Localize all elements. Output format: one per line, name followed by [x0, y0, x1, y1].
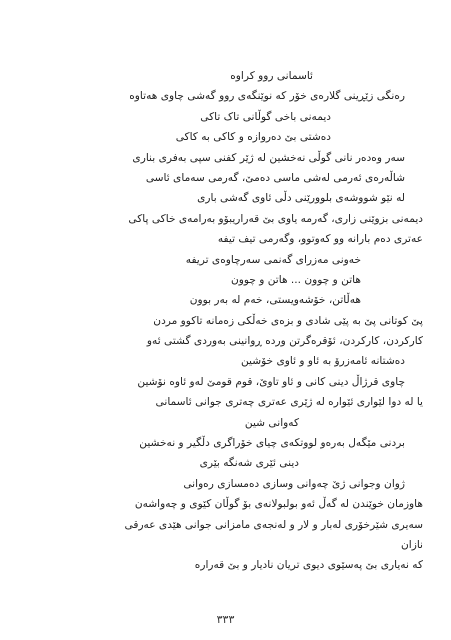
poem-line: دیمەنی بزوێنی زاری، گەرمە یاوی بێ قەراریبۆو بەرامەی خاکی پاکی [128, 212, 423, 225]
poem-line: دەشتانە ئامەزرۆ بە ئاو و ئاوی خۆشین [240, 355, 405, 368]
poem-line: دیمەنی باخی گوڵانی تاک تاکی [200, 110, 331, 123]
poem-line: نازان [400, 538, 423, 551]
poem-line: کە نەیاری بێ پەسێوی دیوی تریان نادیار و بێ قەرارە [194, 559, 423, 572]
poem-line: شاڵەرەی ئەرمی لەشی ماسی دەمێ، گەرمی سەمای ئاسی [145, 171, 405, 184]
page-number: ٣٣٣ [216, 613, 235, 626]
poem-line: ئاسمانی روو کراوە [230, 70, 313, 82]
poem-line: عەتری دەم بارانە وو کەوتوو، وگەرمی تیف تیفە [217, 233, 423, 246]
poem-line: رەنگی زێڕینی گلارەی خۆر کە نوێنگەی روو گەشی چاوی هەتاوە [129, 90, 405, 103]
poem-line: کارکردن، کارکردن، ئۆقرەگرتن وردە ڕوانینی بەوردی گشتی ئەو [146, 335, 423, 348]
poem-line: کەوانی شین [244, 416, 299, 429]
poem-line: سەیری شێرخۆری لەبار و لار و لەنجەی مامزانی جوانی هێدی عەرقی [124, 518, 423, 531]
poem-text-block [36, 66, 423, 576]
poem-line: هاتن و چوون ... هاتن و چوون [230, 273, 361, 286]
poem-line: هەڵاتن، خۆشەویستی، خەم لە بەر بوون [189, 294, 361, 307]
poem-line: بردنی مێگەل بەرەو لووتکەی چیای خۆراگری دڵگیر و نەخشین [139, 437, 405, 450]
poem-line: یا لە دوا لێواری ئێوارە لە ژێری عەتری چەتری جوانی ئاسمانی [155, 396, 423, 409]
poem-line: دینی ئێری شەنگە بێری [199, 457, 299, 470]
poem-line: خەونی مەزرای گەنمی سەرچاوەی تریفە [185, 253, 361, 266]
poem-line: لە نێو شووشەی بلوورێنی دڵی ئاوی گەشی باری [197, 192, 405, 205]
poem-line: هاوزمان خوێندن لە گەڵ ئەو بولبولانەی بۆ گوڵان کێوی و چەواشەن [134, 498, 423, 511]
poem-line: ژوان وجوانی ژێ چەوانی وسازی دەمسازی رەوانی [183, 477, 405, 490]
poem-line: دەشتی بێ دەروازە و کاکی بە کاکی [175, 131, 331, 144]
poem-line: چاوی قرژاڵ دینی کانی و ئاو تاوێ، قوم قومێ لەو ئاوە نۆشین [137, 375, 405, 388]
poem-line: پێ کوتانی پێ بە پێی شادی و بزەی خەڵکی زەمانە تاکوو مردن [153, 314, 423, 327]
poem-line: سەر وەدەر نانی گوڵی نەخشین لە ژێر کفنی سپی بەفری بناری [132, 151, 405, 164]
